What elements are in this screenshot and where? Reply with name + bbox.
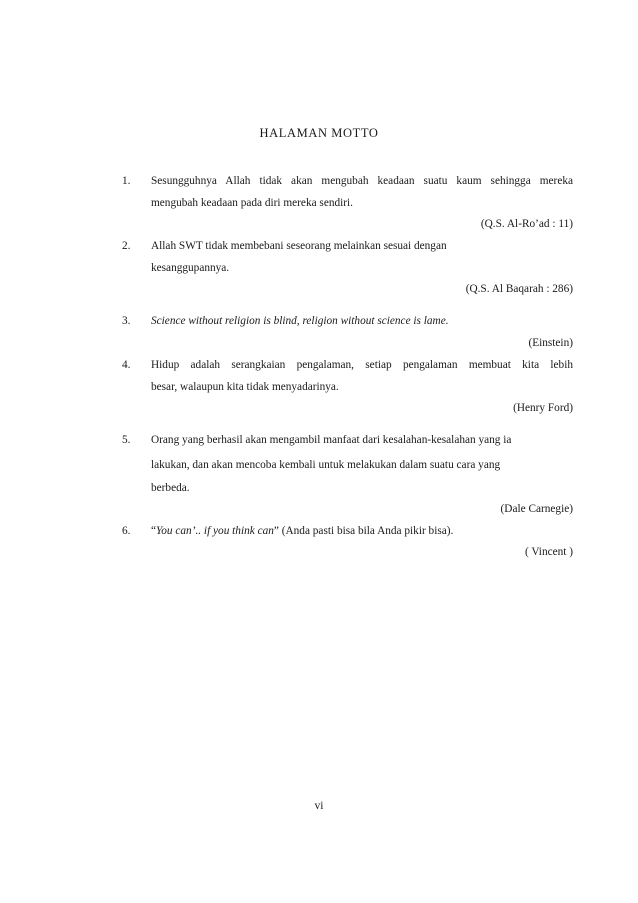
motto-text-line: Sesungguhnya Allah tidak akan mengubah keadaan suatu kaum sehingga mereka (151, 175, 573, 187)
motto-quote-translation: ” (Anda pasti bisa bila Anda pikir bisa). (273, 525, 454, 537)
motto-source: (Q.S. Al Baqarah : 286) (465, 283, 573, 295)
motto-source: (Q.S. Al-Ro’ad : 11) (480, 218, 573, 230)
motto-number: 5. (122, 434, 131, 446)
motto-text-line: Hidup adalah serangkaian pengalaman, setiap pengalaman membuat kita lebih (151, 359, 573, 371)
motto-number: 1. (122, 175, 131, 187)
page-number: vi (314, 800, 324, 812)
motto-text-line: besar, walaupun kita tidak menyadarinya. (151, 381, 339, 393)
motto-text-line: kesanggupannya. (151, 262, 230, 274)
motto-text-line: berbeda. (151, 482, 190, 494)
motto-text-line (151, 525, 453, 537)
motto-text-line: Orang yang berhasil akan mengambil manfaat dari kesalahan-kesalahan yang ia (151, 434, 512, 446)
motto-number: 6. (122, 525, 131, 537)
motto-text-line: mengubah keadaan pada diri mereka sendiri. (151, 197, 354, 209)
motto-source: (Henry Ford) (513, 402, 573, 414)
quote-open-mark: “ (151, 525, 157, 537)
motto-text-line: Science without religion is blind, religion without science is lame. (151, 315, 449, 327)
motto-italic-quote: You can’.. if you think can (156, 525, 274, 537)
motto-text-line: Allah SWT tidak membebani seseorang melainkan sesuai dengan (151, 240, 447, 252)
motto-number: 2. (122, 240, 131, 252)
page-title: HALAMAN MOTTO (259, 126, 379, 140)
motto-number: 4. (122, 359, 131, 371)
motto-number: 3. (122, 315, 131, 327)
motto-text-line: lakukan, dan akan mencoba kembali untuk melakukan dalam suatu cara yang (151, 459, 501, 471)
motto-source: ( Vincent ) (524, 546, 573, 558)
motto-source: (Einstein) (528, 337, 573, 349)
motto-source: (Dale Carnegie) (500, 503, 573, 515)
